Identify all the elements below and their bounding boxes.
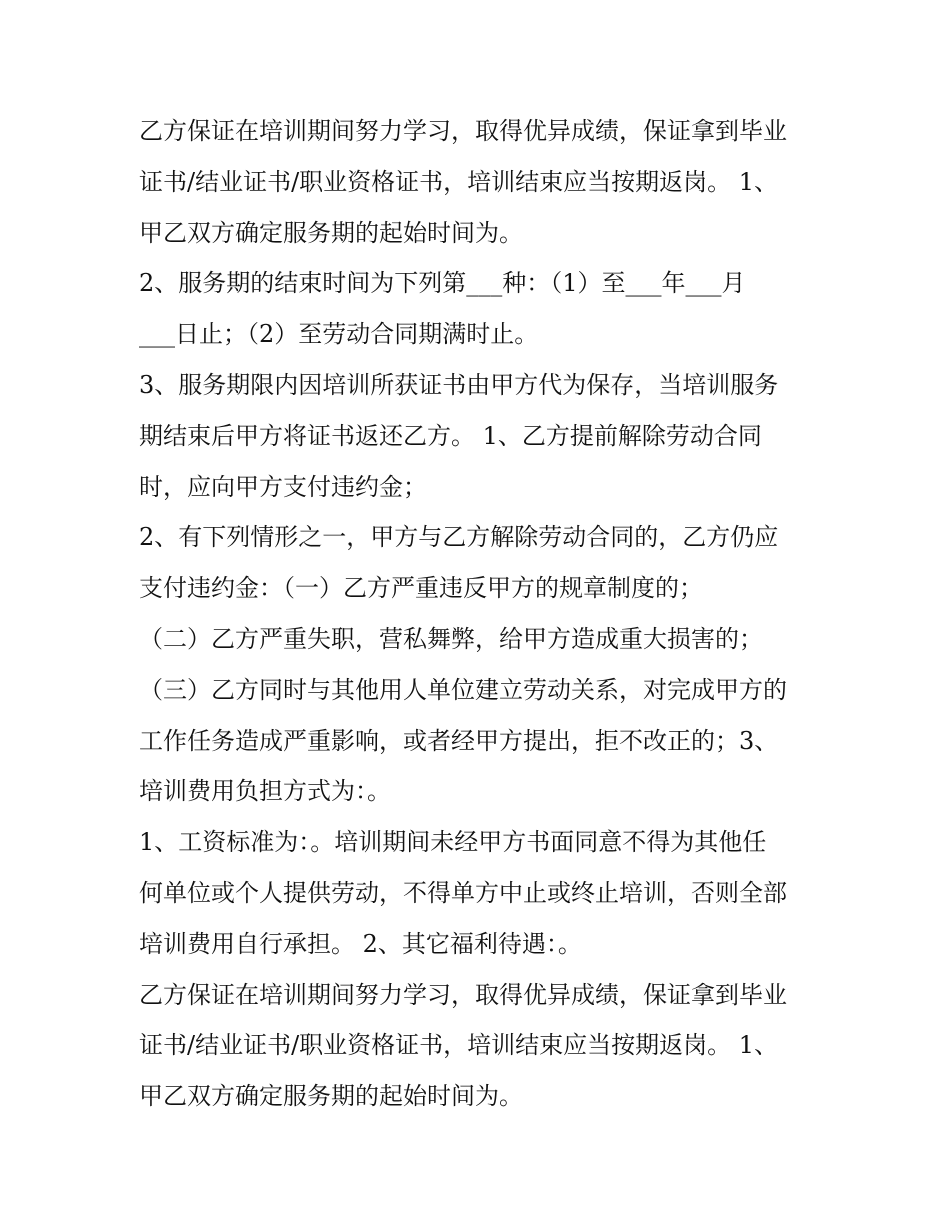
text-line: 培训费用自行承担。 2、其它福利待遇：。 — [139, 929, 582, 958]
text-line: ___日止；（2）至劳动合同期满时止。 — [139, 320, 539, 349]
text-line: 工作任务造成严重影响，或者经甲方提出，拒不改正的；3、 — [139, 726, 779, 755]
text-line: （三）乙方同时与其他用人单位建立劳动关系，对完成甲方的 — [139, 675, 787, 704]
text-line: 证书/结业证书/职业资格证书，培训结束应当按期返岗。 1、 — [139, 1031, 779, 1060]
text-line: 2、服务期的结束时间为下列第___种：（1）至___年___月 — [139, 269, 746, 298]
text-line: 支付违约金：（一）乙方严重违反甲方的规章制度的； — [139, 574, 703, 603]
text-line: 乙方保证在培训期间努力学习，取得优异成绩，保证拿到毕业 — [139, 980, 787, 1009]
text-line: 何单位或个人提供劳动，不得单方中止或终止培训，否则全部 — [139, 878, 787, 907]
text-line: 甲乙双方确定服务期的起始时间为。 — [139, 1082, 523, 1111]
document-body — [139, 106, 829, 1122]
text-line: 乙方保证在培训期间努力学习，取得优异成绩，保证拿到毕业 — [139, 117, 787, 145]
text-line: 时，应向甲方支付违约金； — [139, 472, 427, 501]
text-line: 1、工资标准为：。培训期间未经甲方书面同意不得为其他任 — [139, 828, 767, 857]
text-line: 2、有下列情形之一，甲方与乙方解除劳动合同的，乙方仍应 — [139, 523, 779, 552]
text-line: （二）乙方严重失职，营私舞弊，给甲方造成重大损害的； — [139, 624, 763, 653]
text-line: 证书/结业证书/职业资格证书，培训结束应当按期返岗。 1、 — [139, 167, 779, 196]
text-line: 甲乙双方确定服务期的起始时间为。 — [139, 218, 523, 247]
text-line: 培训费用负担方式为：。 — [139, 777, 391, 806]
text-line: 3、服务期限内因培训所获证书由甲方代为保存，当培训服务 — [139, 370, 779, 399]
text-line: 期结束后甲方将证书返还乙方。 1、乙方提前解除劳动合同 — [139, 421, 762, 450]
